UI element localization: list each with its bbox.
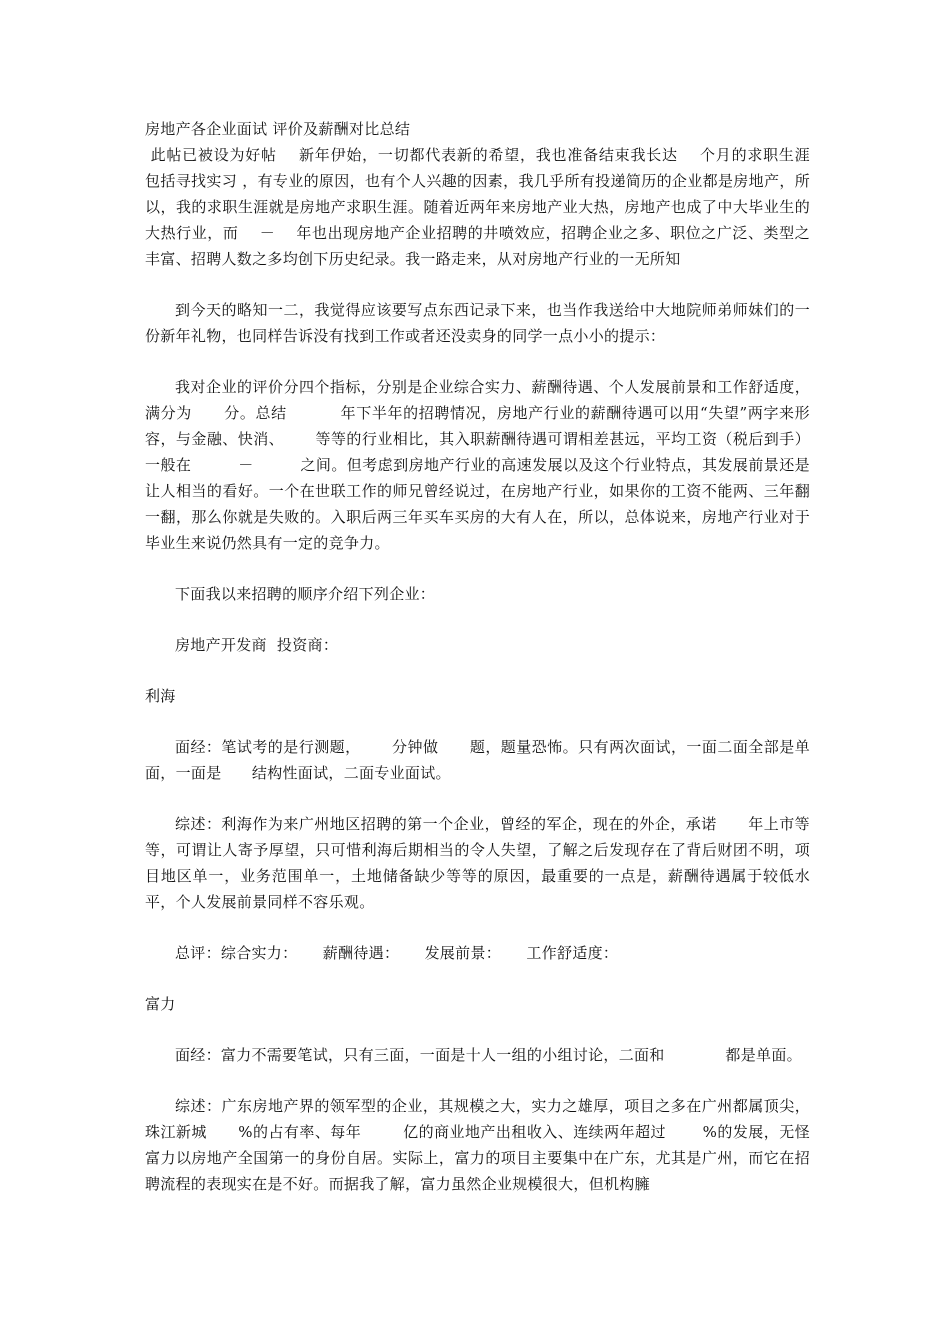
company-section-fuli — [145, 991, 810, 1197]
document-title: 房地产各企业面试 评价及薪酬对比总结 — [145, 120, 411, 138]
company-summary: 综述：利海作为来广州地区招聘的第一个企业，曾经的军企，现在的外企，承诺 年上市等等，可谓让人寄予厚望，只可惜利海后期相当的令人失望，了解之后发现存在了背后财团不明，项目地区单一，业务范围单一，土地储备缺少等等的原因，最重要的一点是，薪酬待遇属于较低水平，个人发展前景同样不容乐观。 — [145, 815, 810, 911]
company-name: 利海 — [145, 687, 176, 705]
company-section-lihai — [145, 683, 810, 966]
company-interview: 面经：笔试考的是行测题， 分钟做 题，题量恐怖。只有两次面试，一面二面全部是单面，一面是 结构性面试，二面专业面试。 — [145, 738, 810, 782]
paragraph-category: 房地产开发商 投资商： — [175, 636, 339, 654]
company-name: 富力 — [145, 995, 176, 1013]
document-body — [145, 116, 821, 1222]
paragraph-criteria: 我对企业的评价分四个指标，分别是企业综合实力、薪酬待遇、个人发展前景和工作舒适度，满分为 分。总结 年下半年的招聘情况，房地产行业的薪酬待遇可以用“失望”两字来形容，与金融、快消、 等等的行业相比，其入职薪酬待遇可谓相差甚远，平均工资（税后到手）一般在 － 之间。但考虑到房地产行业的高速发展以及这个行业特点，其发展前景还是让人相当的看好。一个在世联工作的师兄曾经说过，在房地产行业，如果你的工资不能两、三年翻一翻，那么你就是失败的。入职后两三年买车买房的大有人在，所以，总体说来，房地产行业对于毕业生来说仍然具有一定的竞争力。 — [145, 378, 810, 552]
company-interview: 面经：富力不需要笔试，只有三面，一面是十人一组的小组讨论，二面和 都是单面。 — [175, 1046, 802, 1064]
paragraph-order: 下面我以来招聘的顺序介绍下列企业： — [175, 585, 436, 603]
company-summary: 综述：广东房地产界的领军型的企业，其规模之大，实力之雄厚，项目之多在广州都属顶尖，珠江新城 %的占有率、每年 亿的商业地产出租收入、连续两年超过 %的发展，无怪富力以房地产全国第一的身份自居。实际上，富力的项目主要集中在广东，尤其是广州，而它在招聘流程的表现实在是不好。而据我了解，富力虽然企业规模很大，但机构臃 — [145, 1097, 810, 1193]
paragraph-purpose: 到今天的略知一二，我觉得应该要写点东西记录下来，也当作我送给中大地院师弟师妹们的一份新年礼物，也同样告诉没有找到工作或者还没卖身的同学一点小小的提示： — [145, 301, 810, 345]
company-rating: 总评：综合实力： 薪酬待遇： 发展前景： 工作舒适度： — [175, 944, 619, 962]
intro-paragraph: 此帖已被设为好帖 新年伊始，一切都代表新的希望，我也准备结束我长达 个月的求职生涯 包括寻找实习 ，有专业的原因，也有个人兴趣的因素，我几乎所有投递简历的企业都是房地产，所以，我的求职生涯就是房地产求职生涯。随着近两年来房地产业大热，房地产也成了中大毕业生的大热行业，而 － 年也出现房地产企业招聘的井喷效应，招聘企业之多、职位之广泛、类型之丰富、招聘人数之多均创下历史纪录。我一路走来，从对房地产行业的一无所知 — [145, 146, 821, 268]
